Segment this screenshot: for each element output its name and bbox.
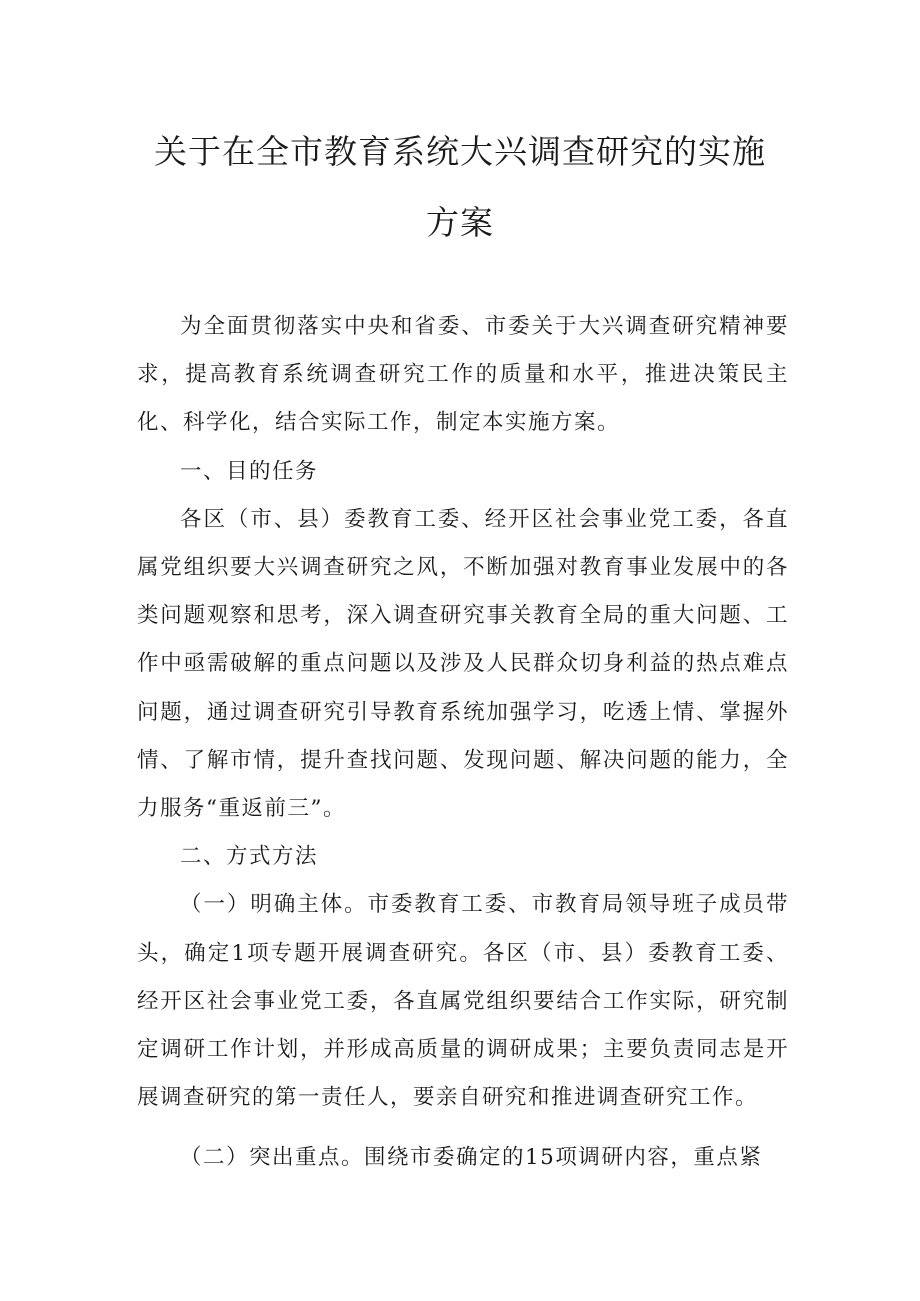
paragraph-objectives: 各区（市、县）委教育工委、经开区社会事业党工委，各直属党组织要大兴调查研究之风，不断加强对教育事业发展中的各类问题观察和思考，深入调查研究事关教育全局的重大问题、工作中亟需破解的重点问题以及涉及人民群众切身利益的热点难点问题，通过调查研究引导教育系统加强学习，吃透上情、掌握外情、了解市情，提升查找问题、发现问题、解决问题的能力，全力服务“重返前三”。: [137, 506, 789, 822]
document-title-line-1: 关于在全市教育系统大兴调查研究的实施: [154, 132, 766, 171]
document-title-line-2: 方案: [426, 203, 494, 242]
paragraph-method-1: （一）明确主体。市委教育工委、市教育局领导班子成员带头，确定1项专题开展调查研究。各区（市、县）委教育工委、经开区社会事业党工委，各直属党组织要结合工作实际，研究制定调研工作计划，并形成高质量的调研成果；主要负责同志是开展调查研究的第一责任人，要亲自研究和推进调查研究工作。: [137, 892, 789, 1111]
section-heading-methods: 二、方式方法: [180, 844, 319, 870]
paragraph-intro: 为全面贯彻落实中央和省委、市委关于大兴调查研究精神要求，提高教育系统调查研究工作的质量和水平，推进决策民主化、科学化，结合实际工作，制定本实施方案。: [137, 314, 789, 436]
paragraph-method-2: （二）突出重点。围绕市委确定的15项调研内容，重点紧: [180, 1145, 763, 1171]
document-body: [137, 303, 789, 1183]
section-heading-objectives: 一、目的任务: [180, 458, 319, 484]
